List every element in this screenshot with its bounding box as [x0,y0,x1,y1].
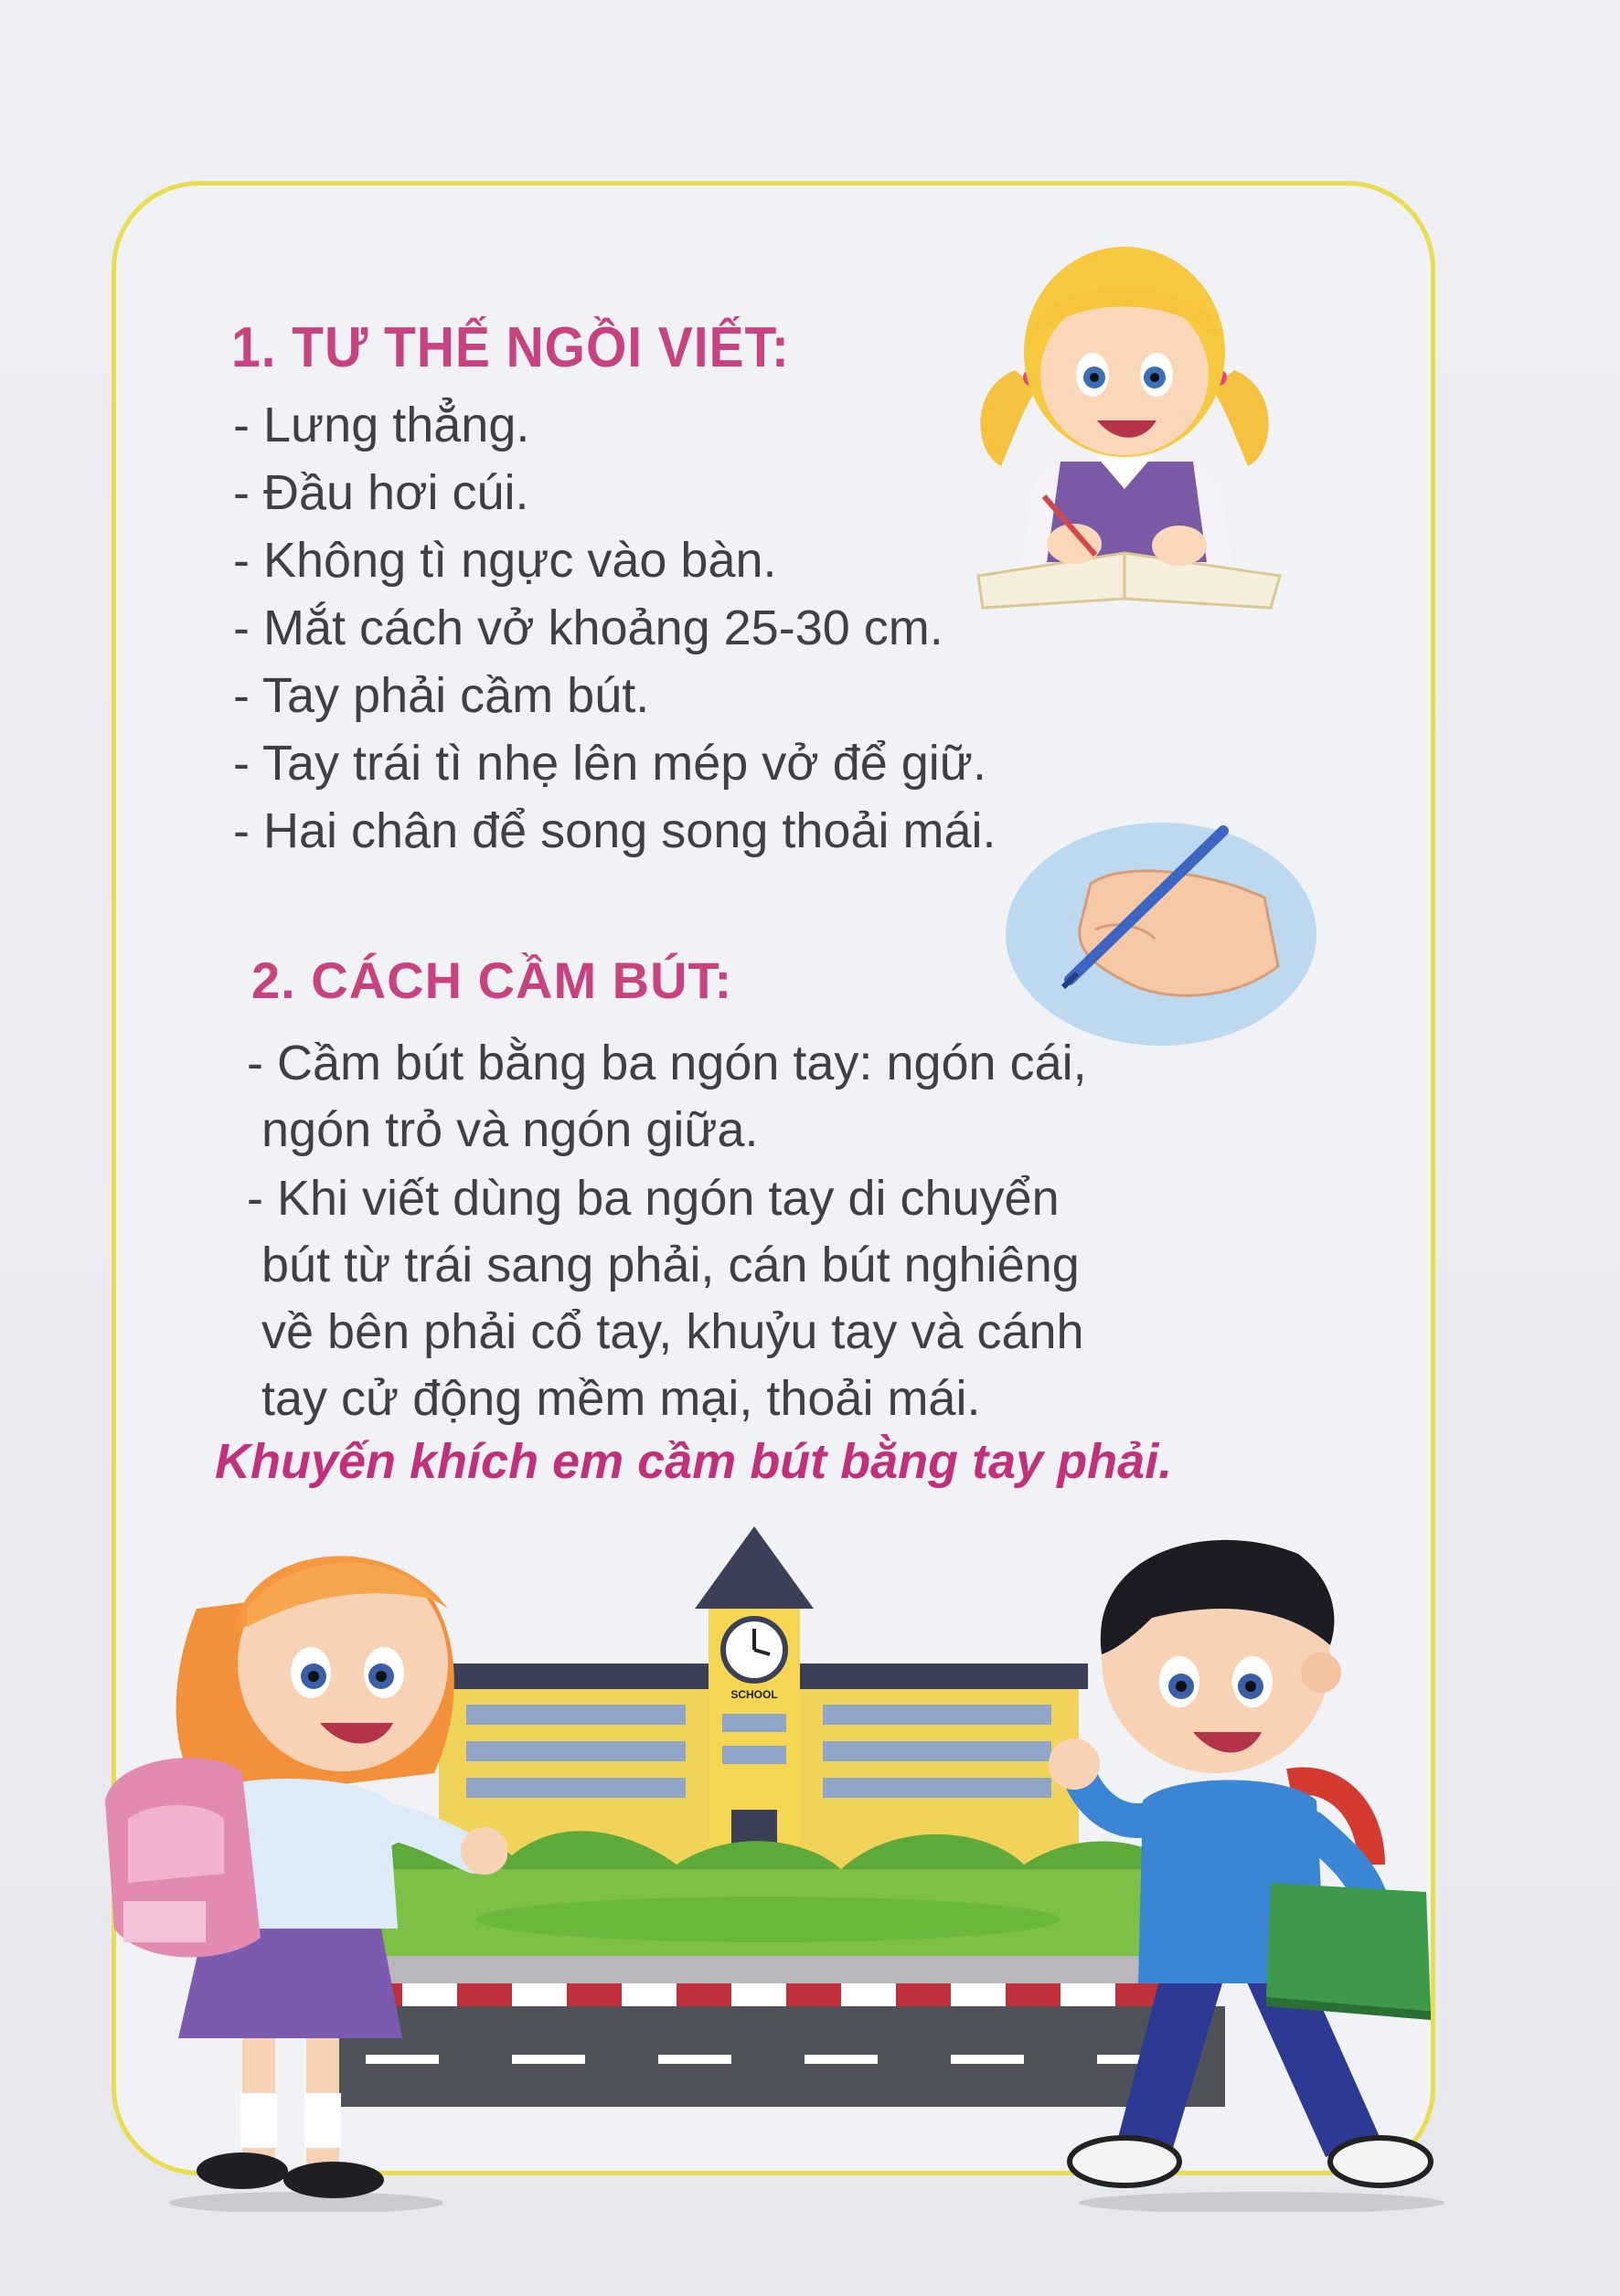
section2-title: 2. CÁCH CẦM BÚT: [251,951,733,1009]
tip-text: Khuyến khích em cầm bút bằng tay phải. [215,1434,1173,1489]
grip-paragraph-2 [247,1165,1084,1432]
posture-item: - Lưng thẳng. [233,398,530,452]
posture-list [233,391,997,865]
grip-line: ngón trỏ và ngón giữa. [261,1102,759,1157]
grip-paragraph-1 [247,1030,1087,1164]
posture-item: - Tay trái tì nhẹ lên mép vở để giữ. [233,736,986,791]
posture-item: - Tay phải cầm bút. [233,668,650,723]
grip-line: bút từ trái sang phải, cán bút nghiêng [261,1238,1080,1292]
school-sign: SCHOOL [730,1688,778,1701]
posture-item: - Hai chân để song song thoải mái. [233,803,997,858]
boy-with-book-illustration [987,1499,1463,2212]
grip-line: - Khi viết dùng ba ngón tay di chuyển [247,1171,1060,1226]
section1-title: 1. TƯ THẾ NGỒI VIẾT: [231,316,790,379]
posture-item: - Mắt cách vở khoảng 25-30 cm. [233,601,943,655]
girl-with-backpack-illustration [87,1499,507,2212]
girl-writing-illustration [960,215,1307,631]
hand-holding-pen-illustration [1004,820,1319,1048]
grip-line: về bên phải cổ tay, khuỷu tay và cánh [261,1304,1084,1359]
posture-item: - Đầu hơi cúi. [233,465,529,520]
posture-item: - Không tì ngực vào bàn. [233,533,777,588]
grip-line: - Cầm bút bằng ba ngón tay: ngón cái, [247,1036,1087,1090]
grip-line: tay cử động mềm mại, thoải mái. [261,1371,981,1426]
